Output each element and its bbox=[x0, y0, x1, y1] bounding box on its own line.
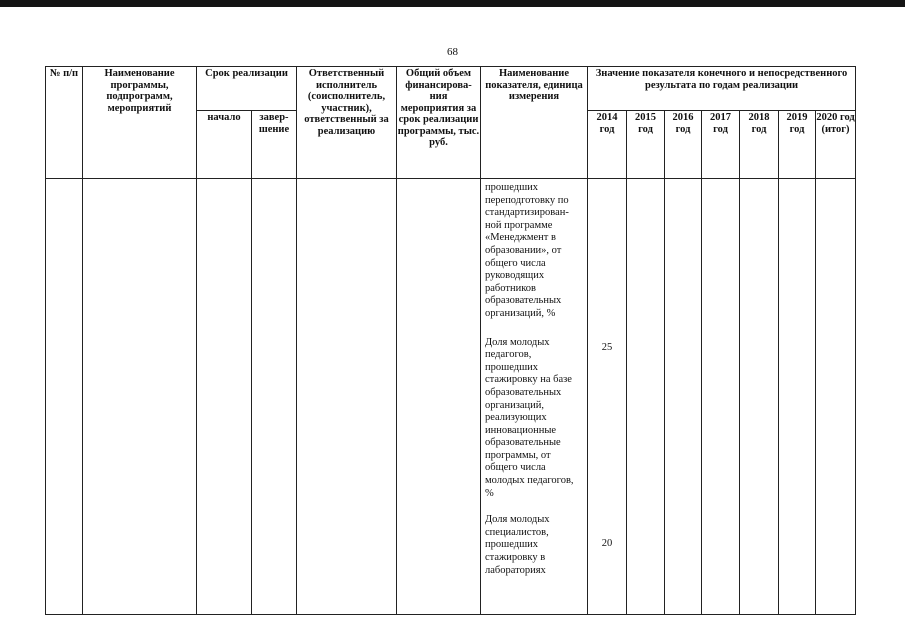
table-row bbox=[46, 179, 856, 615]
header-year-2016: 2016 год bbox=[665, 111, 702, 179]
cell-2020 bbox=[816, 179, 856, 615]
header-funding: Общий объем финансирова-ния мероприятия за срок реализации программы, тыс. руб. bbox=[397, 67, 481, 179]
cell-term-end bbox=[252, 179, 297, 615]
header-year-2020: 2020 год (итог) bbox=[816, 111, 856, 179]
header-year-2014: 2014 год bbox=[588, 111, 627, 179]
header-year-2019: 2019 год bbox=[779, 111, 816, 179]
header-term-start: начало bbox=[197, 111, 252, 179]
header-num: № п/п bbox=[46, 67, 83, 179]
indicator-value-2014: 20 bbox=[601, 538, 613, 549]
cell-name bbox=[83, 179, 197, 615]
cell-2015 bbox=[627, 179, 665, 615]
page-number: 68 bbox=[447, 46, 458, 58]
header-indicator: Наименование показателя, единица измерения bbox=[481, 67, 588, 179]
indicator-text: Доля молодых специалистов, прошедших стажировку в лабораториях bbox=[485, 514, 550, 576]
header-values-group: Значение показателя конечного и непосредственного результата по годам реализации bbox=[588, 67, 856, 111]
indicator-text: Доля молодых педагогов, прошедших стажировку на базе образовательных организаций, реализующих инновационные образовательные программы, от общего числа молодых педагогов, % bbox=[485, 336, 574, 499]
cell-funding bbox=[397, 179, 481, 615]
cell-2018 bbox=[740, 179, 779, 615]
header-term-end: завер-шение bbox=[252, 111, 297, 179]
header-term: Срок реализации bbox=[197, 67, 297, 111]
header-executor: Ответственный исполнитель (соисполнитель, участник), ответственный за реализацию bbox=[297, 67, 397, 179]
indicator-text: прошедших переподготовку по стандартизирован-ной программе «Менеджмент в образовании», от общего числа руководящих работников образовательных организаций, % bbox=[485, 182, 569, 319]
header-year-2017: 2017 год bbox=[702, 111, 740, 179]
header-year-2018: 2018 год bbox=[740, 111, 779, 179]
scan-top-edge bbox=[0, 0, 905, 7]
program-table bbox=[45, 66, 856, 615]
cell-num bbox=[46, 179, 83, 615]
cell-indicators bbox=[481, 179, 588, 615]
cell-executor bbox=[297, 179, 397, 615]
indicator-value-2014: 25 bbox=[601, 342, 613, 353]
cell-2016 bbox=[665, 179, 702, 615]
header-name: Наименование программы, подпрограмм, мероприятий bbox=[83, 67, 197, 179]
cell-2019 bbox=[779, 179, 816, 615]
cell-term-start bbox=[197, 179, 252, 615]
cell-2014 bbox=[588, 179, 627, 615]
cell-2017 bbox=[702, 179, 740, 615]
header-year-2015: 2015 год bbox=[627, 111, 665, 179]
